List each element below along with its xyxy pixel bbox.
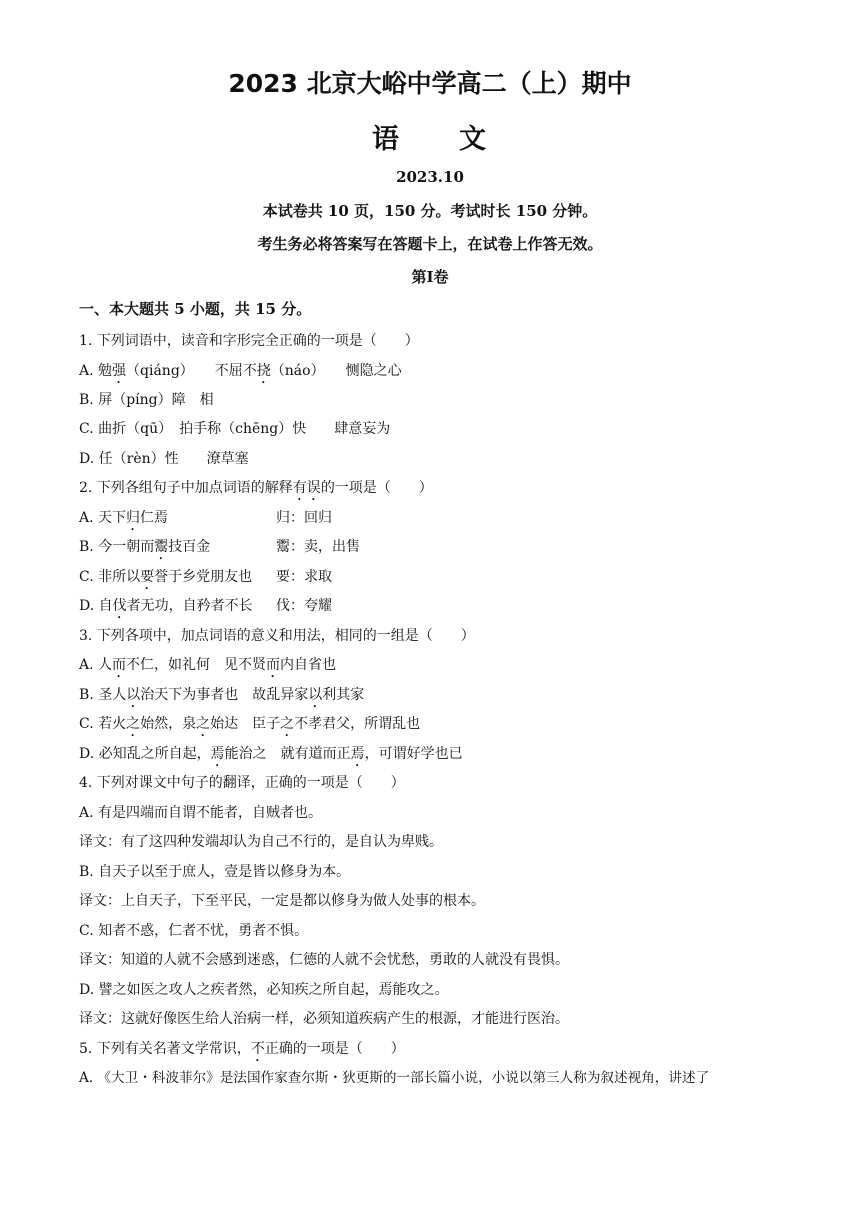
section-heading: 一、本大题共 5 小题，共 15 分。 <box>79 300 312 318</box>
question-1-option-a: A. 勉强（qiáng） 不屈不挠（náo） 恻隐之心 <box>79 363 402 379</box>
question-2-option-d: D. 自伐者无功，自矜者不长 <box>79 598 253 614</box>
volume-label: 第Ⅰ卷 <box>411 268 449 286</box>
question-4-option-d-translation: 译文：这就好像医生给人治病一样，必须知道疾病产生的根源，才能进行医治。 <box>79 1011 569 1027</box>
question-5-option-a: A. 《大卫・科波菲尔》是法国作家查尔斯・狄更斯的一部长篇小说，小说以第三人称为叙述视角，讲述了 <box>79 1070 710 1086</box>
question-2-option-b-gloss: 鬻：卖，出售 <box>276 539 360 555</box>
exam-title: 2023 北京大峪中学高二（上）期中 <box>228 69 632 98</box>
question-1-option-b: B. 屏（píng）障 相 <box>79 392 214 408</box>
exam-date: 2023.10 <box>396 168 464 186</box>
subject-title: 语 文 <box>372 124 488 155</box>
question-1-option-d: D. 任（rèn）性 潦草塞 <box>79 451 249 467</box>
question-4-option-a-translation: 译文：有了这四种发端却认为自己不行的，是自认为卑贱。 <box>79 834 443 850</box>
exam-info-answer: 考生务必将答案写在答题卡上，在试卷上作答无效。 <box>257 235 603 253</box>
question-2-option-c-gloss: 要：求取 <box>276 569 332 585</box>
question-3-stem: 3. 下列各项中，加点词语的意义和用法，相同的一组是（ ） <box>79 628 475 644</box>
question-2-option-c: C. 非所以要誉于乡党朋友也 <box>79 569 253 585</box>
question-3-option-a: A. 人而不仁，如礼何 见不贤而内自省也 <box>79 657 337 673</box>
question-2-stem: 2. 下列各组句子中加点词语的解释有误的一项是（ ） <box>79 480 433 496</box>
question-3-option-b: B. 圣人以治天下为事者也 故乱异家以利其家 <box>79 687 365 703</box>
question-1-stem: 1. 下列词语中，读音和字形完全正确的一项是（ ） <box>79 333 419 349</box>
question-4-option-b-translation: 译文：上自天子，下至平民，一定是都以修身为做人处事的根本。 <box>79 893 485 909</box>
question-1-option-c: C. 曲折（qū） 拍手称（chēng）快 肆意妄为 <box>79 421 391 437</box>
question-3-option-d: D. 必知乱之所自起，焉能治之 就有道而正焉，可谓好学也已 <box>79 746 463 762</box>
question-3-option-c: C. 若火之始然，泉之始达 臣子之不孝君父，所谓乱也 <box>79 716 421 732</box>
question-4-option-a: A. 有是四端而自谓不能者，自贼者也。 <box>79 805 323 821</box>
question-4-option-c: C. 知者不惑，仁者不忧，勇者不惧。 <box>79 923 309 939</box>
question-4-option-b: B. 自天子以至于庶人，壹是皆以修身为本。 <box>79 864 351 880</box>
exam-info-pages: 本试卷共 10 页，150 分。考试时长 150 分钟。 <box>262 202 598 220</box>
question-2-option-d-gloss: 伐：夸耀 <box>276 598 332 614</box>
question-4-option-d: D. 譬之如医之攻人之疾者然，必知疾之所自起，焉能攻之。 <box>79 982 449 998</box>
question-2-option-a: A. 天下归仁焉 <box>79 510 169 526</box>
question-5-stem: 5. 下列有关名著文学常识，不正确的一项是（ ） <box>79 1041 405 1057</box>
question-2-option-a-gloss: 归：回归 <box>276 510 332 526</box>
question-4-stem: 4. 下列对课文中句子的翻译，正确的一项是（ ） <box>79 775 405 791</box>
question-4-option-c-translation: 译文：知道的人就不会感到迷惑，仁德的人就不会忧愁，勇敢的人就没有畏惧。 <box>79 952 569 968</box>
question-2-option-b: B. 今一朝而鬻技百金 <box>79 539 211 555</box>
